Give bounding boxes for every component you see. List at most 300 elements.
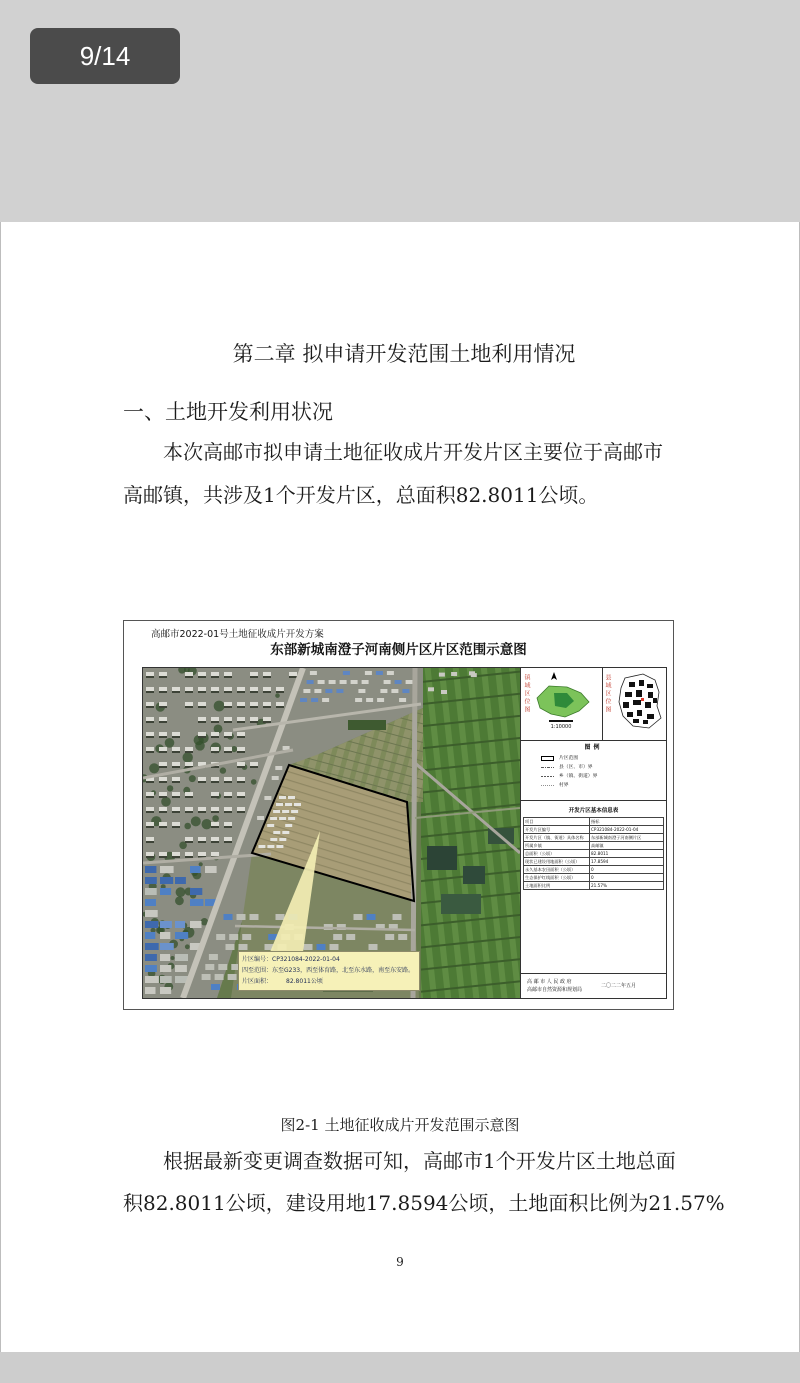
tree xyxy=(165,738,175,748)
building xyxy=(224,777,232,781)
building xyxy=(270,817,277,820)
building xyxy=(216,934,225,940)
building-shadow xyxy=(250,676,258,678)
building xyxy=(159,792,167,796)
building-shadow xyxy=(224,706,232,708)
building-shadow xyxy=(159,721,167,723)
info-table-label: 永久基本农田面积（公顷） xyxy=(524,866,590,874)
legend-parcel-swatch xyxy=(541,756,554,761)
building xyxy=(273,831,280,834)
paragraph-line: 高邮镇，共涉及1个开发片区，总面积82.8011公顷。 xyxy=(123,483,599,507)
building xyxy=(237,777,245,781)
building xyxy=(159,732,167,736)
building xyxy=(276,803,283,806)
building xyxy=(336,689,343,693)
legend-item xyxy=(541,755,661,763)
building xyxy=(190,866,201,873)
building xyxy=(250,702,258,706)
map-legend xyxy=(521,741,666,801)
building xyxy=(190,899,203,906)
building xyxy=(322,698,329,702)
building-shadow xyxy=(237,751,245,753)
building xyxy=(276,702,284,706)
building xyxy=(441,690,447,694)
locator-left xyxy=(521,668,603,740)
building-shadow xyxy=(159,676,167,678)
building xyxy=(288,796,295,799)
info-table-title: 开发片区基本信息表 xyxy=(568,808,619,814)
scale-bar xyxy=(549,720,573,722)
building xyxy=(211,732,219,736)
building xyxy=(272,776,279,780)
building xyxy=(237,717,245,721)
building xyxy=(340,680,347,684)
building xyxy=(160,943,174,950)
building-shadow xyxy=(263,691,271,693)
building-shadow xyxy=(198,691,206,693)
building xyxy=(198,837,206,841)
building xyxy=(198,852,206,856)
building xyxy=(351,680,358,684)
building-shadow xyxy=(198,841,206,843)
info-table-row xyxy=(524,818,664,826)
building-shadow xyxy=(185,796,193,798)
building-shadow xyxy=(237,736,245,738)
building xyxy=(354,914,363,920)
building xyxy=(172,732,180,736)
legend-label: 乡（镇、街道）界 xyxy=(559,774,598,779)
building xyxy=(258,845,265,848)
tree xyxy=(149,763,159,773)
building-shadow xyxy=(159,796,167,798)
building xyxy=(250,914,259,920)
building xyxy=(146,672,154,676)
building xyxy=(160,888,171,895)
map-footer xyxy=(521,973,666,998)
building xyxy=(190,921,202,928)
info-table-label: 开发片区编号 xyxy=(524,826,590,834)
building-shadow xyxy=(211,676,219,678)
info-table-row xyxy=(524,850,664,858)
document-page[interactable] xyxy=(0,222,800,1352)
building xyxy=(159,852,167,856)
building-shadow xyxy=(224,751,232,753)
building xyxy=(276,845,283,848)
building-shadow xyxy=(289,676,297,678)
building xyxy=(369,944,378,950)
building xyxy=(145,987,156,994)
building xyxy=(145,888,157,895)
building-shadow xyxy=(159,706,167,708)
building xyxy=(291,810,298,813)
building-shadow xyxy=(224,736,232,738)
building xyxy=(366,698,373,702)
building xyxy=(160,877,173,884)
building xyxy=(185,762,193,766)
pond xyxy=(463,866,485,884)
building-shadow xyxy=(185,691,193,693)
building xyxy=(160,954,170,961)
building xyxy=(172,777,180,781)
tree xyxy=(184,823,191,830)
org-line: 高邮市自然资源和规划局 xyxy=(527,987,583,993)
building xyxy=(211,747,219,751)
building-shadow xyxy=(224,796,232,798)
building xyxy=(198,807,206,811)
building-shadow xyxy=(198,721,206,723)
info-table-label: 总面积（公顷） xyxy=(524,850,590,858)
info-table-value: 21.57% xyxy=(590,882,664,890)
building xyxy=(355,698,362,702)
info-table-value: 0 xyxy=(590,866,664,874)
info-table-label: 生态保护红线面积（公顷） xyxy=(524,874,590,882)
building-shadow xyxy=(237,781,245,783)
building xyxy=(310,671,317,675)
building xyxy=(330,944,339,950)
legend-label: 县（区、市）界 xyxy=(559,765,593,770)
building xyxy=(224,792,232,796)
building xyxy=(318,680,325,684)
building-shadow xyxy=(211,751,219,753)
building-shadow xyxy=(146,751,154,753)
town-marker xyxy=(641,698,644,701)
building xyxy=(333,934,342,940)
building xyxy=(211,672,219,676)
building xyxy=(399,698,406,702)
building-shadow xyxy=(159,856,167,858)
building-shadow xyxy=(198,706,206,708)
callout-code: CP321084-2022-01-04 xyxy=(272,956,340,963)
building xyxy=(175,954,188,961)
building xyxy=(175,877,186,884)
building xyxy=(160,866,174,873)
tree xyxy=(183,752,193,762)
map-figure xyxy=(123,620,674,1010)
building-shadow xyxy=(211,841,219,843)
tree xyxy=(161,797,171,807)
tree xyxy=(185,944,190,949)
building-shadow xyxy=(159,736,167,738)
building xyxy=(172,747,180,751)
building-shadow xyxy=(224,781,232,783)
map-frame xyxy=(142,667,667,999)
building-shadow xyxy=(185,841,193,843)
building xyxy=(159,762,167,766)
legend-item xyxy=(541,764,661,772)
legend-label: 村界 xyxy=(559,783,569,788)
building xyxy=(146,702,154,706)
building-shadow xyxy=(211,811,219,813)
building xyxy=(205,964,214,970)
legend-town-line-swatch xyxy=(541,774,554,779)
building xyxy=(198,717,206,721)
info-table-label: 所属乡镇 xyxy=(524,842,590,850)
building-shadow xyxy=(185,751,193,753)
locator-right-label: 县域区位图 xyxy=(604,674,611,714)
building xyxy=(273,810,280,813)
building xyxy=(146,807,154,811)
building xyxy=(159,687,167,691)
building xyxy=(145,943,159,950)
building xyxy=(267,824,274,827)
building-shadow xyxy=(237,721,245,723)
building xyxy=(175,932,188,939)
building-shadow xyxy=(146,811,154,813)
info-table-value: 指标 xyxy=(590,818,664,826)
building-shadow xyxy=(159,766,167,768)
building xyxy=(224,837,232,841)
building xyxy=(160,921,172,928)
page-number: 9 xyxy=(396,1255,404,1269)
building xyxy=(172,807,180,811)
building-shadow xyxy=(172,826,180,828)
building-shadow xyxy=(276,691,284,693)
building xyxy=(237,702,245,706)
building xyxy=(229,934,238,940)
info-table-block xyxy=(521,801,666,896)
building-shadow xyxy=(276,706,284,708)
satellite-map xyxy=(143,668,520,998)
building xyxy=(314,689,321,693)
locator-maps xyxy=(521,668,666,741)
building xyxy=(145,899,156,906)
page-indicator: 9/14 xyxy=(30,28,180,84)
building xyxy=(276,914,285,920)
building-shadow xyxy=(159,781,167,783)
building xyxy=(145,866,156,873)
building xyxy=(257,816,264,820)
tree xyxy=(251,779,257,785)
building xyxy=(145,910,158,917)
building xyxy=(198,777,206,781)
legend-item xyxy=(541,773,661,781)
building xyxy=(304,944,313,950)
map-plan-title: 高邮市2022-01号土地征收成片开发方案 xyxy=(151,629,324,640)
building xyxy=(211,807,219,811)
building xyxy=(202,974,211,980)
building-shadow xyxy=(224,826,232,828)
building-shadow xyxy=(185,706,193,708)
building xyxy=(393,914,402,920)
building xyxy=(146,792,154,796)
building xyxy=(263,702,271,706)
building-shadow xyxy=(172,691,180,693)
paragraph-line: 本次高邮市拟申请土地征收成片开发片区主要位于高邮市 xyxy=(163,440,663,464)
building-shadow xyxy=(224,721,232,723)
building xyxy=(398,934,407,940)
building xyxy=(294,803,301,806)
info-table-label: 土地面积比例 xyxy=(524,882,590,890)
building xyxy=(263,672,271,676)
building xyxy=(215,974,224,980)
locator-right xyxy=(603,668,666,740)
map-footer-org xyxy=(527,978,582,994)
building xyxy=(218,964,227,970)
building xyxy=(325,689,332,693)
info-table-value: 高邮镇 xyxy=(590,842,664,850)
building xyxy=(237,914,246,920)
tree xyxy=(167,785,173,791)
map-side-panel xyxy=(520,668,666,998)
info-table xyxy=(523,817,664,890)
building xyxy=(391,689,398,693)
building xyxy=(211,687,219,691)
callout-extent: 东至G233，西至体育路，北至东水路，南至东安路。 xyxy=(272,967,415,974)
north-arrow-icon xyxy=(551,672,557,680)
building xyxy=(159,672,167,676)
building-shadow xyxy=(263,706,271,708)
building xyxy=(250,717,258,721)
building xyxy=(172,762,180,766)
legend-village-line-swatch xyxy=(541,783,554,788)
building xyxy=(146,852,154,856)
building xyxy=(242,934,251,940)
viewer-bottom-bar xyxy=(0,1352,800,1383)
tree xyxy=(191,816,201,826)
building-shadow xyxy=(250,691,258,693)
building-shadow xyxy=(237,766,245,768)
info-table-label: 开发片区（镇、街道）具体名称 xyxy=(524,834,590,842)
building xyxy=(228,974,237,980)
building xyxy=(346,934,355,940)
building xyxy=(198,672,206,676)
building xyxy=(439,673,445,677)
map-title: 东部新城南澄子河南侧片区片区范围示意图 xyxy=(270,642,527,658)
building xyxy=(159,777,167,781)
building xyxy=(224,672,232,676)
building-shadow xyxy=(211,781,219,783)
building-shadow xyxy=(146,856,154,858)
building xyxy=(376,671,383,675)
building xyxy=(237,792,245,796)
building xyxy=(224,687,232,691)
building xyxy=(289,672,297,676)
building-shadow xyxy=(185,676,193,678)
building-shadow xyxy=(237,811,245,813)
building xyxy=(185,687,193,691)
building xyxy=(172,792,180,796)
building xyxy=(237,762,245,766)
section-title: 一、土地开发利用状况 xyxy=(123,400,333,424)
pond xyxy=(441,894,481,914)
building-shadow xyxy=(172,751,180,753)
building xyxy=(270,838,277,841)
info-table-label: 项目 xyxy=(524,818,590,826)
g233-road xyxy=(413,668,415,998)
building xyxy=(224,747,232,751)
building xyxy=(211,717,219,721)
building xyxy=(198,732,206,736)
building xyxy=(205,866,217,873)
paragraph-line: 根据最新变更调查数据可知，高邮市1个开发片区土地总面 xyxy=(163,1149,676,1173)
building xyxy=(358,689,365,693)
callout-area-line xyxy=(242,976,416,987)
building xyxy=(469,671,475,675)
building xyxy=(384,680,391,684)
building xyxy=(175,965,187,972)
building-shadow xyxy=(172,736,180,738)
building xyxy=(288,817,295,820)
tree xyxy=(175,896,184,905)
building xyxy=(185,702,193,706)
callout-area-label: 片区面积： xyxy=(242,978,273,985)
building xyxy=(145,877,157,884)
building xyxy=(185,792,193,796)
building-shadow xyxy=(146,691,154,693)
building xyxy=(311,698,318,702)
tree xyxy=(275,693,280,698)
tree xyxy=(199,862,203,866)
tree xyxy=(214,701,225,712)
building xyxy=(226,944,235,950)
building-shadow xyxy=(198,676,206,678)
building xyxy=(224,807,232,811)
building xyxy=(279,796,286,799)
building xyxy=(185,747,193,751)
building xyxy=(380,689,387,693)
legend-county-line-swatch xyxy=(541,765,554,770)
info-table-row xyxy=(524,882,664,890)
building xyxy=(185,852,193,856)
info-table-value: 东部新城南澄子河南侧片区 xyxy=(590,834,664,842)
building xyxy=(175,921,185,928)
info-table-value: 82.8011 xyxy=(590,850,664,858)
building-shadow xyxy=(159,691,167,693)
building-shadow xyxy=(172,796,180,798)
info-table-row xyxy=(524,826,664,834)
building xyxy=(385,934,394,940)
building xyxy=(303,689,310,693)
building xyxy=(276,687,284,691)
building xyxy=(406,680,413,684)
callout-code-line xyxy=(242,954,416,965)
building-shadow xyxy=(211,691,219,693)
chapter-title: 第二章 拟申请开发范围土地利用情况 xyxy=(232,342,576,366)
tree xyxy=(171,956,175,960)
building xyxy=(160,965,171,972)
building xyxy=(146,837,154,841)
building-shadow xyxy=(159,811,167,813)
building xyxy=(145,954,157,961)
building-shadow xyxy=(211,721,219,723)
building xyxy=(367,914,376,920)
building xyxy=(198,702,206,706)
building xyxy=(190,888,202,895)
tree-line xyxy=(348,720,386,730)
building xyxy=(329,680,336,684)
building-shadow xyxy=(211,796,219,798)
building-shadow xyxy=(172,811,180,813)
callout-code-label: 片区编号： xyxy=(242,956,273,963)
callout-area: 82.8011公顷 xyxy=(286,978,323,985)
building-shadow xyxy=(146,781,154,783)
building xyxy=(263,687,271,691)
building xyxy=(264,796,271,800)
building xyxy=(172,687,180,691)
map-footer-date: 二〇二二年五月 xyxy=(601,983,637,989)
building-shadow xyxy=(224,811,232,813)
building-shadow xyxy=(146,721,154,723)
building xyxy=(185,837,193,841)
building xyxy=(285,803,292,806)
building xyxy=(387,671,394,675)
callout-extent-line xyxy=(242,965,416,976)
building xyxy=(160,932,170,939)
locator-left-label: 镇域区位图 xyxy=(523,674,530,714)
building-shadow xyxy=(172,766,180,768)
tree xyxy=(176,887,186,897)
locator-right-map xyxy=(603,668,666,740)
